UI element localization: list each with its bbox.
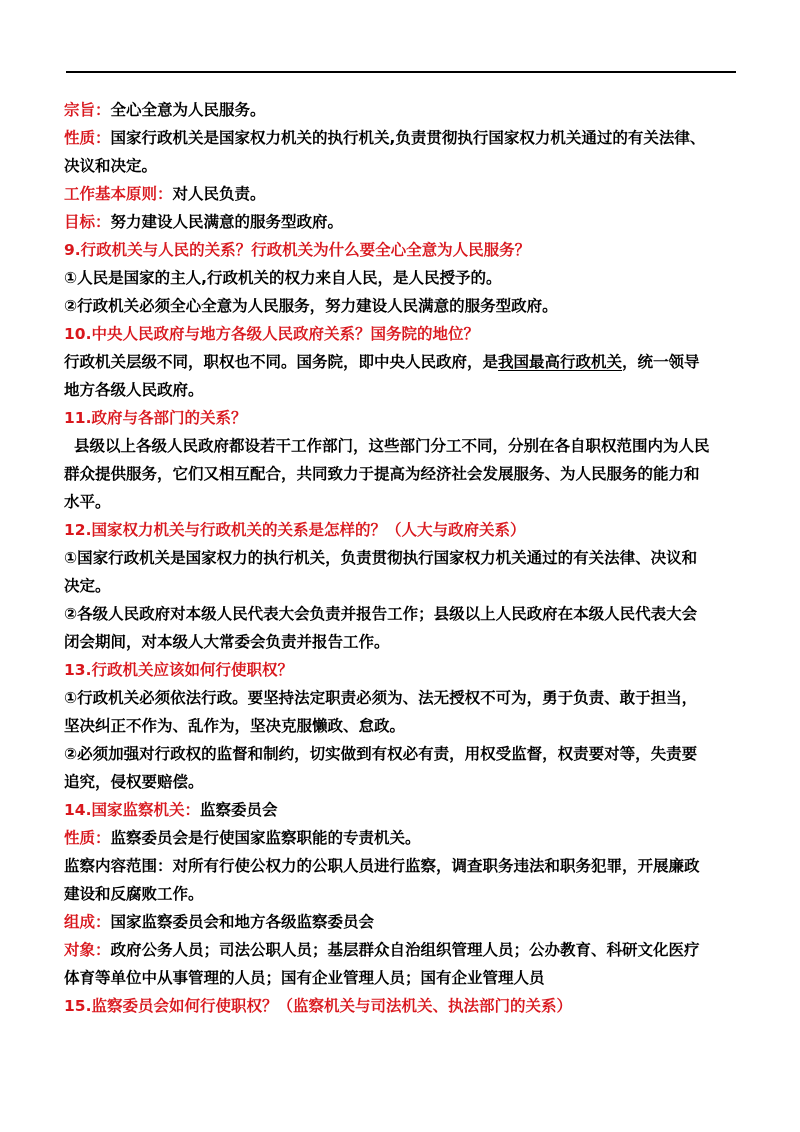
q14-heading [64,796,740,824]
q14-scope-line-2: 建设和反腐败工作。 [64,885,204,903]
nature-label: 性质： [64,129,111,147]
goal-label: 目标： [64,213,111,231]
q14-heading-black: 监察委员会 [199,801,278,819]
q12-point-2-line-2: 闭会期间，对本级人大常委会负责并报告工作。 [64,633,390,651]
q13-point-2-line-2: 追究，侵权要赔偿。 [64,773,204,791]
principle-label: 工作基本原则： [64,185,173,203]
q12-point-1-line-2: 决定。 [64,577,111,595]
nature-line [64,124,740,152]
q14-object-line-1 [64,936,740,964]
q14-nature-label: 性质： [64,829,111,847]
q12-point-1-line-1: ①国家行政机关是国家权力的执行机关，负责贯彻执行国家权力机关通过的有关法律、决议和 [64,549,698,567]
q13-point-1-line-1: ①行政机关必须依法行政。要坚持法定职责必须为、法无授权不可为，勇于负责、敢于担当， [64,689,698,707]
q13-heading: 13.行政机关应该如何行使职权？ [64,661,293,679]
q11-line-1: 县级以上各级人民政府都设若干工作部门，这些部门分工不同，分别在各自职权范围内为人民 [74,437,710,455]
q10-line-1 [64,348,740,376]
q14-composition-text: 国家监察委员会和地方各级监察委员会 [110,913,375,931]
purpose-text: 全心全意为人民服务。 [110,101,266,119]
q12-heading: 12.国家权力机关与行政机关的关系是怎样的？（人大与政府关系） [64,521,526,539]
q9-point-1: ①人民是国家的主人,行政机关的权力来自人民，是人民授予的。 [64,269,502,287]
q10-text-b: ，统一领导 [622,353,700,371]
q14-nature-line [64,824,740,852]
q14-composition-line [64,908,740,936]
q10-underlined-text: 我国最高行政机关 [498,353,623,371]
q9-heading: 9.行政机关与人民的关系？行政机关为什么要全心全意为人民服务？ [64,241,531,259]
q10-heading: 10.中央人民政府与地方各级人民政府关系？国务院的地位？ [64,325,479,343]
q13-point-2-line-1: ②必须加强对行政权的监督和制约，切实做到有权必有责，用权受监督，权责要对等，失责要 [64,745,698,763]
q11-heading: 11.政府与各部门的关系？ [64,409,247,427]
q14-composition-label: 组成： [64,913,111,931]
q14-nature-text: 监察委员会是行使国家监察职能的专责机关。 [110,829,421,847]
q13-point-1-line-2: 坚决纠正不作为、乱作为，坚决克服懒政、怠政。 [64,717,406,735]
q14-object-text: 政府公务人员；司法公职人员；基层群众自治组织管理人员；公办教育、科研文化医疗 [110,941,700,959]
goal-line [64,208,740,236]
principle-line [64,180,740,208]
q10-text-a: 行政机关层级不同，职权也不同。国务院，即中央人民政府，是 [64,353,499,371]
q9-point-2: ②行政机关必须全心全意为人民服务，努力建设人民满意的服务型政府。 [64,297,558,315]
q11-line-2: 群众提供服务，它们又相互配合，共同致力于提高为经济社会发展服务、为人民服务的能力和 [64,465,700,483]
q14-scope-line-1: 监察内容范围：对所有行使公权力的公职人员进行监察，调查职务违法和职务犯罪，开展廉政 [64,857,700,875]
q14-heading-red: 14.国家监察机关： [64,801,200,819]
document-body [64,96,740,1020]
purpose-line [64,96,740,124]
q11-line-3: 水平。 [64,493,111,511]
top-divider [66,71,736,73]
q15-heading: 15.监察委员会如何行使职权？（监察机关与司法机关、执法部门的关系） [64,997,572,1015]
q14-object-line-2: 体育等单位中从事管理的人员；国有企业管理人员；国有企业管理人员 [64,969,545,987]
purpose-label: 宗旨： [64,101,111,119]
q10-line-2: 地方各级人民政府。 [64,381,204,399]
q14-object-label: 对象： [64,941,111,959]
goal-text: 努力建设人民满意的服务型政府。 [110,213,344,231]
q12-point-2-line-1: ②各级人民政府对本级人民代表大会负责并报告工作；县级以上人民政府在本级人民代表大会 [64,605,698,623]
nature-text: 国家行政机关是国家权力机关的执行机关,负责贯彻执行国家权力机关通过的有关法律、 [110,129,706,147]
nature-line-cont: 决议和决定。 [64,157,158,175]
principle-text: 对人民负责。 [172,185,266,203]
